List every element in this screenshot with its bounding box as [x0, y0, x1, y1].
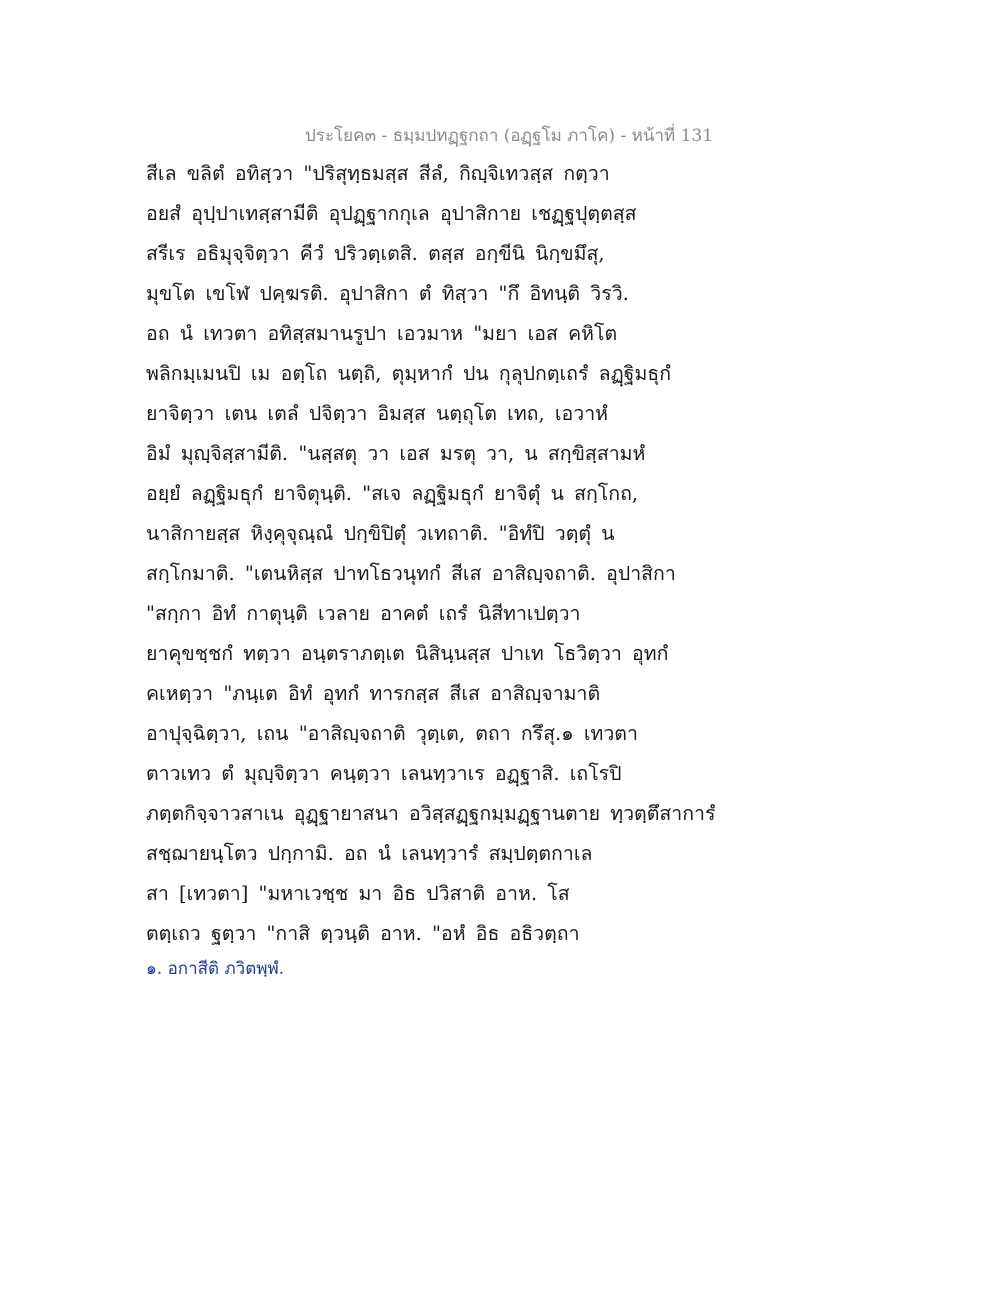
text-line: ตตฺเถว ฐตฺวา "กาสิ ตฺวนฺติ อาห. "อหํ อิธ อธิวตฺถา [146, 922, 580, 945]
footnote: ๑. อกาสีติ ภวิตพฺพํ. [146, 959, 285, 979]
text-line: อิมํ มุญฺจิสฺสามีติ. "นสฺสตุ วา เอส มรตุ วา, น สกฺขิสฺสามหํ [146, 442, 646, 465]
text-line: พลิกมฺเมนปิ เม อตฺโถ นตฺถิ, ตุมฺหากํ ปน กุลุปกตฺเถรํ ลฏฺฐิมธุกํ [146, 362, 672, 385]
text-line: สกฺโกมาติ. "เตนหิสฺส ปาทโธวนุทกํ สีเส อาสิญฺจถาติ. อุปาสิกา [146, 562, 676, 585]
text-line: สา [เทวตา] "มหาเวชฺช มา อิธ ปวิสาติ อาห. โส [146, 882, 570, 905]
body-text [146, 157, 766, 957]
text-line: ยาคุขชฺชกํ ทตฺวา อนฺตราภตฺเต นิสินฺนสฺส ปาเท โธวิตฺวา อุทกํ [146, 642, 669, 665]
text-line: อยสํ อุปฺปาเทสฺสามีติ อุปฏฺฐากกุเล อุปาสิกาย เชฏฺฐปุตฺตสฺส [146, 202, 637, 225]
text-line: อถ นํ เทวตา อทิสฺสมานรูปา เอวมาห "มยา เอส คหิโต [146, 322, 618, 345]
text-line: มุขโต เขโฬ ปคฺฆรติ. อุปาสิกา ตํ ทิสฺวา "กึ อิทนฺติ วิรวิ. [146, 282, 629, 305]
text-line: "สกฺกา อิทํ กาตุนฺติ เวลาย อาคตํ เถรํ นิสีทาเปตฺวา [146, 602, 581, 625]
text-line: นาสิกายสฺส หิงฺคุจุณฺณํ ปกฺขิปิตุํ วเทถาติ. "อิทํปิ วตฺตุํ น [146, 522, 615, 545]
text-line: อยฺยํ ลฏฺฐิมธุกํ ยาจิตุนฺติ. "สเจ ลฏฺฐิมธุกํ ยาจิตุํ น สกฺโกถ, [146, 482, 639, 505]
text-line: อาปุจฺฉิตฺวา, เถน "อาสิญฺจถาติ วุตฺเต, ตถา กรึสุ.๑ เทวตา [146, 722, 638, 745]
text-line: สรีเร อธิมุจฺจิตฺวา คีวํ ปริวตฺเตสิ. ตสฺส อกฺขีนิ นิกฺขมึสุ, [146, 242, 605, 265]
text-line: สีเล ขลิตํ อทิสฺวา "ปริสุทฺธมสฺส สีลํ, กิญฺจิเทวสฺส กตฺวา [146, 162, 610, 185]
text-line: ยาจิตฺวา เตน เตลํ ปจิตฺวา อิมสฺส นตฺถุโต เทถ, เอวาหํ [146, 402, 609, 425]
text-line: ภตฺตกิจฺจาวสาเน อุฏฺฐายาสนา อวิสฺสฏฺฐกมฺมฏฺฐานตาย ทฺวตฺตึสาการํ [146, 802, 716, 825]
text-line: คเหตฺวา "ภนฺเต อิทํ อุทกํ ทารกสฺส สีเส อาสิญฺจามาติ [146, 682, 601, 705]
text-line: ตาวเทว ตํ มุญฺจิตฺวา คนฺตฺวา เลนทฺวาเร อฏฺฐาสิ. เถโรปิ [146, 762, 622, 785]
running-header: ประโยค๓ - ธมฺมปทฏฺฐกถา (อฏฺฐโม ภาโค) - หน้าที่ 131 [305, 126, 714, 146]
text-line: สชฺฌายนฺโตว ปกฺกามิ. อถ นํ เลนทฺวารํ สมฺปตฺตกาเล [146, 842, 593, 865]
